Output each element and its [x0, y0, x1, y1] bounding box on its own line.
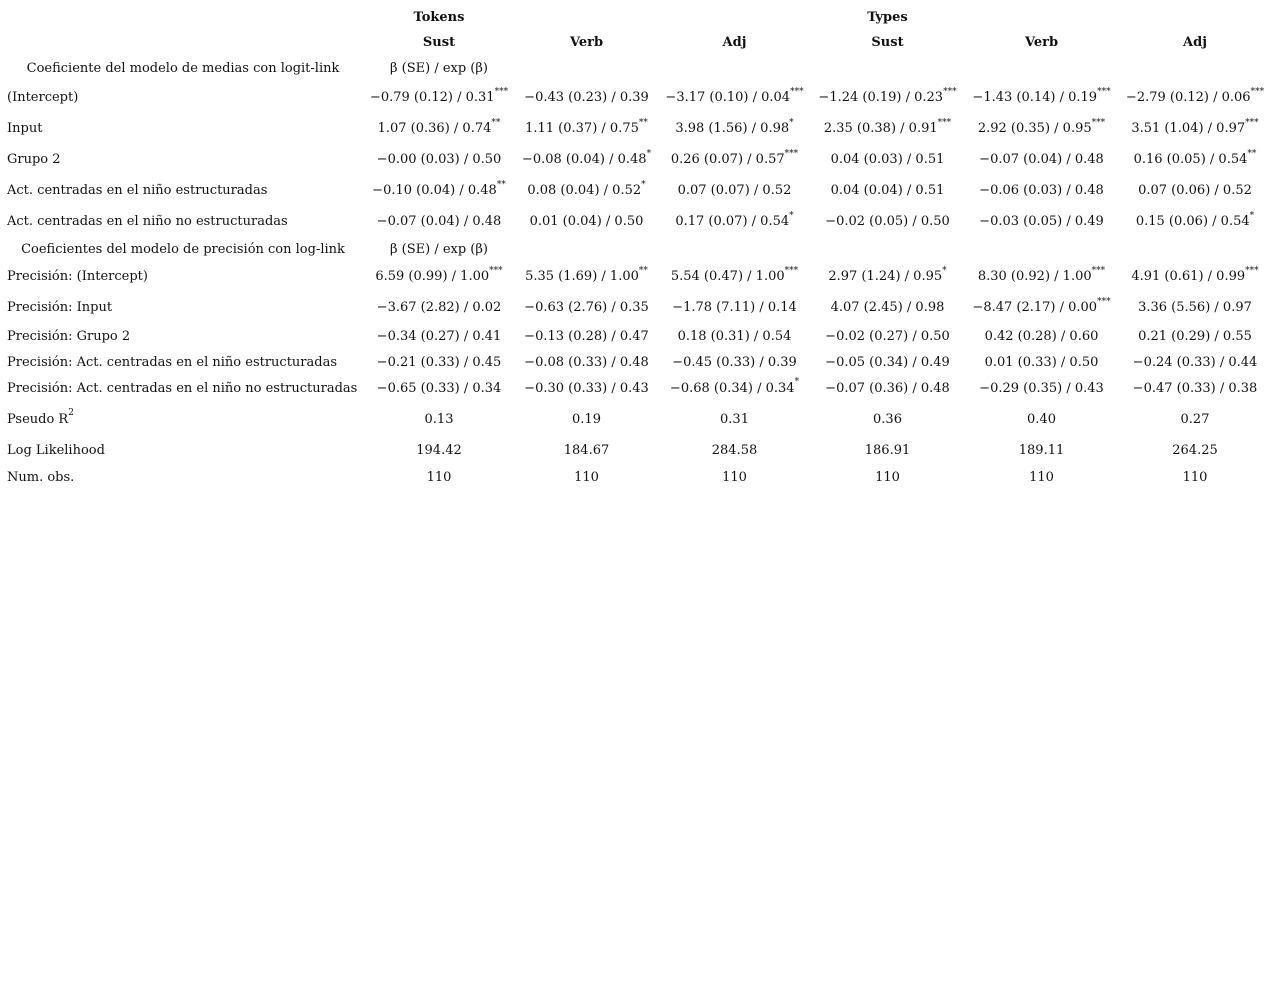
significance-stars: *: [641, 179, 646, 190]
header-spacer: [515, 4, 658, 30]
table-cell: 184.67: [563, 443, 610, 458]
cell-value: −0.07 (0.04) / 0.48: [376, 214, 502, 229]
row-label: [3, 464, 363, 491]
cell-value: 6.59 (0.99) / 1.00: [375, 269, 490, 284]
table-cell: [964, 175, 1119, 206]
significance-stars: **: [1247, 148, 1257, 159]
table-cell: [811, 349, 964, 375]
significance-stars: ***: [1091, 117, 1106, 128]
cell-value: −0.68 (0.34) / 0.34: [669, 380, 795, 396]
table-cell: [1119, 82, 1271, 113]
table-row: [3, 292, 1271, 323]
cell-value: 3.51 (1.04) / 0.97: [1131, 121, 1246, 136]
cell-value: −0.00 (0.03) / 0.50: [376, 152, 502, 167]
row-label: Precisión: Input: [7, 300, 113, 315]
cell-value: −1.43 (0.14) / 0.19: [972, 90, 1098, 105]
cell-value: −0.29 (0.35) / 0.43: [979, 380, 1104, 396]
significance-stars: *: [789, 117, 794, 128]
row-label: (Intercept): [7, 90, 79, 105]
cell-value: 2.97 (1.24) / 0.95: [828, 269, 943, 284]
significance-stars: *: [1249, 210, 1255, 221]
significance-stars: ***: [937, 117, 952, 128]
cell-value: −0.45 (0.33) / 0.39: [672, 354, 797, 370]
section-title: Coeficientes del modelo de precisión con log-link: [21, 241, 345, 257]
table-cell: [515, 375, 658, 401]
cell-value: 5.35 (1.69) / 1.00: [525, 269, 639, 284]
header-corner: [3, 4, 363, 30]
cell-value: −2.79 (0.12) / 0.06: [1125, 90, 1251, 105]
group-header-types: Types: [867, 9, 908, 25]
table-cell: [363, 82, 515, 113]
table-row: [3, 206, 1271, 237]
header-column-row: [3, 30, 1271, 54]
header-spacer: [964, 4, 1119, 30]
table-cell: 0.31: [720, 411, 749, 427]
column-header-tokens-adj: Adj: [722, 34, 747, 50]
cell-value: 0.26 (0.07) / 0.57: [670, 152, 785, 167]
section-note: β (SE) / exp (β): [390, 60, 488, 76]
cell-value: 0.07 (0.07) / 0.52: [677, 183, 792, 198]
column-header-types-verb: Verb: [1024, 34, 1059, 50]
cell-value: 2.35 (0.38) / 0.91: [823, 121, 938, 136]
table-cell: [964, 206, 1119, 237]
significance-stars: ***: [1091, 265, 1106, 276]
section-row-mean-model: [3, 54, 1271, 82]
cell-value: −0.34 (0.27) / 0.41: [376, 328, 502, 344]
cell-value: −0.06 (0.03) / 0.48: [979, 183, 1104, 198]
stat-label: Num. obs.: [7, 470, 75, 485]
cell-value: −1.24 (0.19) / 0.23: [818, 90, 944, 105]
cell-value: −8.47 (2.17) / 0.00: [972, 300, 1098, 315]
cell-value: 0.07 (0.06) / 0.52: [1138, 183, 1252, 198]
table-cell: [515, 261, 658, 292]
table-cell: [1119, 206, 1271, 237]
cell-value: 0.18 (0.31) / 0.54: [677, 328, 792, 344]
cell-value: −0.47 (0.33) / 0.38: [1132, 380, 1258, 396]
significance-stars: **: [491, 117, 501, 128]
table-cell: 110: [574, 470, 599, 485]
table-row: [3, 144, 1271, 175]
table-cell: 264.25: [1172, 443, 1218, 458]
cell-value: 0.01 (0.33) / 0.50: [984, 354, 1099, 370]
group-header-tokens: Tokens: [413, 9, 465, 25]
significance-stars: ***: [943, 86, 957, 97]
table-cell: [658, 292, 811, 323]
table-cell: [811, 206, 964, 237]
row-label: [3, 401, 363, 437]
table-cell: 110: [426, 470, 452, 485]
significance-stars: ***: [784, 265, 799, 276]
row-label: Precisión: Act. centradas en el niño no estructuradas: [7, 380, 358, 396]
cell-value: −1.78 (7.11) / 0.14: [672, 300, 797, 315]
cell-value: −0.05 (0.34) / 0.49: [825, 354, 950, 370]
stat-row-pseudo-r2: [3, 401, 1271, 437]
table-cell: 110: [1029, 470, 1054, 485]
table-row: [3, 349, 1271, 375]
row-label: Act. centradas en el niño no estructuradas: [7, 214, 288, 229]
table-cell: [1119, 375, 1271, 401]
stat-label-superscript: 2: [68, 408, 74, 419]
significance-stars: **: [638, 117, 648, 128]
table-cell: [811, 113, 964, 144]
column-header-types-sust: Sust: [871, 34, 904, 50]
table-cell: [363, 113, 515, 144]
cell-value: −0.24 (0.33) / 0.44: [1132, 354, 1258, 370]
table-cell: [811, 292, 964, 323]
significance-stars: **: [638, 265, 648, 276]
significance-stars: ***: [1245, 265, 1259, 276]
table-cell: [1119, 175, 1271, 206]
cell-value: −0.10 (0.04) / 0.48: [372, 183, 497, 198]
table-cell: [363, 144, 515, 175]
table-cell: 186.91: [864, 443, 911, 458]
cell-value: 2.92 (0.35) / 0.95: [977, 121, 1092, 136]
table-cell: [811, 82, 964, 113]
table-cell: 0.13: [424, 411, 454, 427]
column-header-tokens-verb: Verb: [569, 34, 604, 50]
significance-stars: ***: [489, 265, 503, 276]
table-cell: [658, 375, 811, 401]
table-cell: [363, 206, 515, 237]
significance-stars: *: [942, 265, 947, 276]
table-cell: [515, 323, 658, 349]
table-cell: 194.42: [416, 443, 462, 458]
table-cell: [363, 292, 515, 323]
table-cell: 0.36: [873, 411, 902, 427]
regression-table: [3, 4, 1271, 491]
cell-value: −0.79 (0.12) / 0.31: [369, 90, 495, 105]
table-cell: [515, 292, 658, 323]
table-cell: [363, 323, 515, 349]
section-note: β (SE) / exp (β): [390, 241, 488, 257]
table-cell: [363, 175, 515, 206]
table-cell: [811, 175, 964, 206]
cell-value: 3.36 (5.56) / 0.97: [1138, 300, 1252, 315]
cell-value: −0.63 (2.76) / 0.35: [524, 300, 649, 315]
cell-value: −0.65 (0.33) / 0.34: [376, 380, 502, 396]
row-label: Precisión: Grupo 2: [7, 328, 131, 344]
cell-value: 4.07 (2.45) / 0.98: [830, 300, 945, 315]
cell-value: 1.07 (0.36) / 0.74: [377, 121, 492, 136]
cell-value: −0.07 (0.04) / 0.48: [979, 152, 1104, 167]
significance-stars: ***: [1097, 86, 1111, 97]
cell-value: −0.08 (0.04) / 0.48: [521, 152, 647, 167]
table-cell: [515, 82, 658, 113]
row-label: [3, 437, 363, 464]
cell-value: −0.02 (0.27) / 0.50: [825, 328, 950, 344]
cell-value: −0.43 (0.23) / 0.39: [524, 90, 649, 105]
table-cell: [964, 349, 1119, 375]
row-label: Grupo 2: [7, 152, 61, 167]
table-cell: [658, 323, 811, 349]
row-label: Input: [7, 121, 43, 136]
cell-value: 5.54 (0.47) / 1.00: [670, 269, 785, 284]
table-cell: [964, 82, 1119, 113]
header-corner: [3, 30, 363, 54]
table-cell: [658, 113, 811, 144]
significance-stars: ***: [1245, 117, 1259, 128]
table-row: [3, 323, 1271, 349]
cell-value: −0.21 (0.33) / 0.45: [376, 354, 502, 370]
table-cell: [515, 144, 658, 175]
table-cell: [515, 349, 658, 375]
row-label: Act. centradas en el niño estructuradas: [7, 183, 268, 198]
table-cell: [811, 375, 964, 401]
table-cell: [658, 349, 811, 375]
cell-value: 0.15 (0.06) / 0.54: [1135, 214, 1250, 229]
cell-value: 1.11 (0.37) / 0.75: [525, 121, 639, 136]
cell-value: −3.67 (2.82) / 0.02: [376, 300, 502, 315]
cell-value: 4.91 (0.61) / 0.99: [1131, 269, 1246, 284]
table-cell: 0.40: [1027, 411, 1056, 427]
stat-label: Log Likelihood: [7, 443, 105, 458]
table-cell: 189.11: [1018, 443, 1065, 458]
row-label: Precisión: (Intercept): [7, 269, 148, 284]
significance-stars: ***: [494, 86, 509, 97]
cell-value: −0.02 (0.05) / 0.50: [825, 214, 950, 229]
table-body: [3, 4, 1271, 491]
table-cell: [515, 206, 658, 237]
significance-stars: *: [794, 377, 800, 388]
table-row: [3, 375, 1271, 401]
cell-value: 0.17 (0.07) / 0.54: [675, 214, 790, 229]
section-title: Coeficiente del modelo de medias con logit-link: [26, 60, 340, 76]
column-header-tokens-sust: Sust: [422, 34, 456, 50]
section-row-precision-model: [3, 237, 1271, 261]
cell-value: −0.07 (0.36) / 0.48: [825, 380, 950, 396]
significance-stars: ***: [1097, 296, 1111, 307]
table-cell: [811, 144, 964, 175]
table-cell: 110: [875, 470, 900, 485]
table-cell: 284.58: [711, 443, 758, 458]
table-cell: [658, 144, 811, 175]
table-cell: [658, 206, 811, 237]
table-row: [3, 261, 1271, 292]
header-group-row: [3, 4, 1271, 30]
table-cell: 0.27: [1180, 411, 1210, 427]
table-cell: [964, 261, 1119, 292]
cell-value: 8.30 (0.92) / 1.00: [977, 269, 1092, 284]
stat-row-log-likelihood: [3, 437, 1271, 464]
header-spacer: [658, 4, 811, 30]
table-cell: [964, 323, 1119, 349]
table-cell: [1119, 323, 1271, 349]
header-spacer: [1119, 4, 1271, 30]
cell-value: 0.01 (0.04) / 0.50: [529, 214, 644, 229]
table-cell: [658, 175, 811, 206]
cell-value: −0.08 (0.33) / 0.48: [524, 354, 649, 370]
table-cell: [964, 375, 1119, 401]
table-cell: [811, 261, 964, 292]
table-cell: [1119, 261, 1271, 292]
table-row: [3, 82, 1271, 113]
cell-value: 0.42 (0.28) / 0.60: [984, 328, 1099, 344]
table-cell: [964, 113, 1119, 144]
significance-stars: *: [789, 210, 794, 221]
table-cell: 0.19: [572, 411, 601, 427]
cell-value: −0.03 (0.05) / 0.49: [979, 214, 1104, 229]
significance-stars: ***: [784, 148, 799, 159]
stat-row-num-obs: [3, 464, 1271, 491]
table-cell: [658, 261, 811, 292]
table-cell: [363, 375, 515, 401]
cell-value: 0.21 (0.29) / 0.55: [1138, 328, 1252, 344]
table-cell: 110: [722, 470, 747, 485]
cell-value: 0.08 (0.04) / 0.52: [527, 183, 642, 198]
table-cell: [1119, 113, 1271, 144]
significance-stars: *: [646, 148, 652, 159]
table-cell: [515, 175, 658, 206]
table-cell: [515, 113, 658, 144]
table-cell: [811, 323, 964, 349]
column-header-types-adj: Adj: [1183, 34, 1207, 50]
cell-value: −3.17 (0.10) / 0.04: [665, 90, 791, 105]
table-cell: 110: [1182, 470, 1208, 485]
cell-value: 0.04 (0.03) / 0.51: [830, 152, 945, 167]
table-row: [3, 175, 1271, 206]
cell-value: −0.13 (0.28) / 0.47: [524, 328, 649, 344]
table-cell: [1119, 144, 1271, 175]
table-cell: [363, 261, 515, 292]
table-cell: [1119, 349, 1271, 375]
significance-stars: ***: [790, 86, 804, 97]
table-cell: [658, 82, 811, 113]
table-cell: [363, 349, 515, 375]
table-cell: [964, 292, 1119, 323]
table-cell: [1119, 292, 1271, 323]
table-cell: [964, 144, 1119, 175]
cell-value: −0.30 (0.33) / 0.43: [524, 380, 649, 396]
cell-value: 3.98 (1.56) / 0.98: [675, 121, 790, 136]
cell-value: 0.16 (0.05) / 0.54: [1133, 152, 1248, 167]
row-label: Precisión: Act. centradas en el niño estructuradas: [7, 354, 338, 370]
table-row: [3, 113, 1271, 144]
cell-value: 0.04 (0.04) / 0.51: [830, 183, 945, 198]
stat-label: Pseudo R: [7, 411, 69, 427]
significance-stars: ***: [1250, 86, 1265, 97]
significance-stars: **: [496, 179, 506, 190]
